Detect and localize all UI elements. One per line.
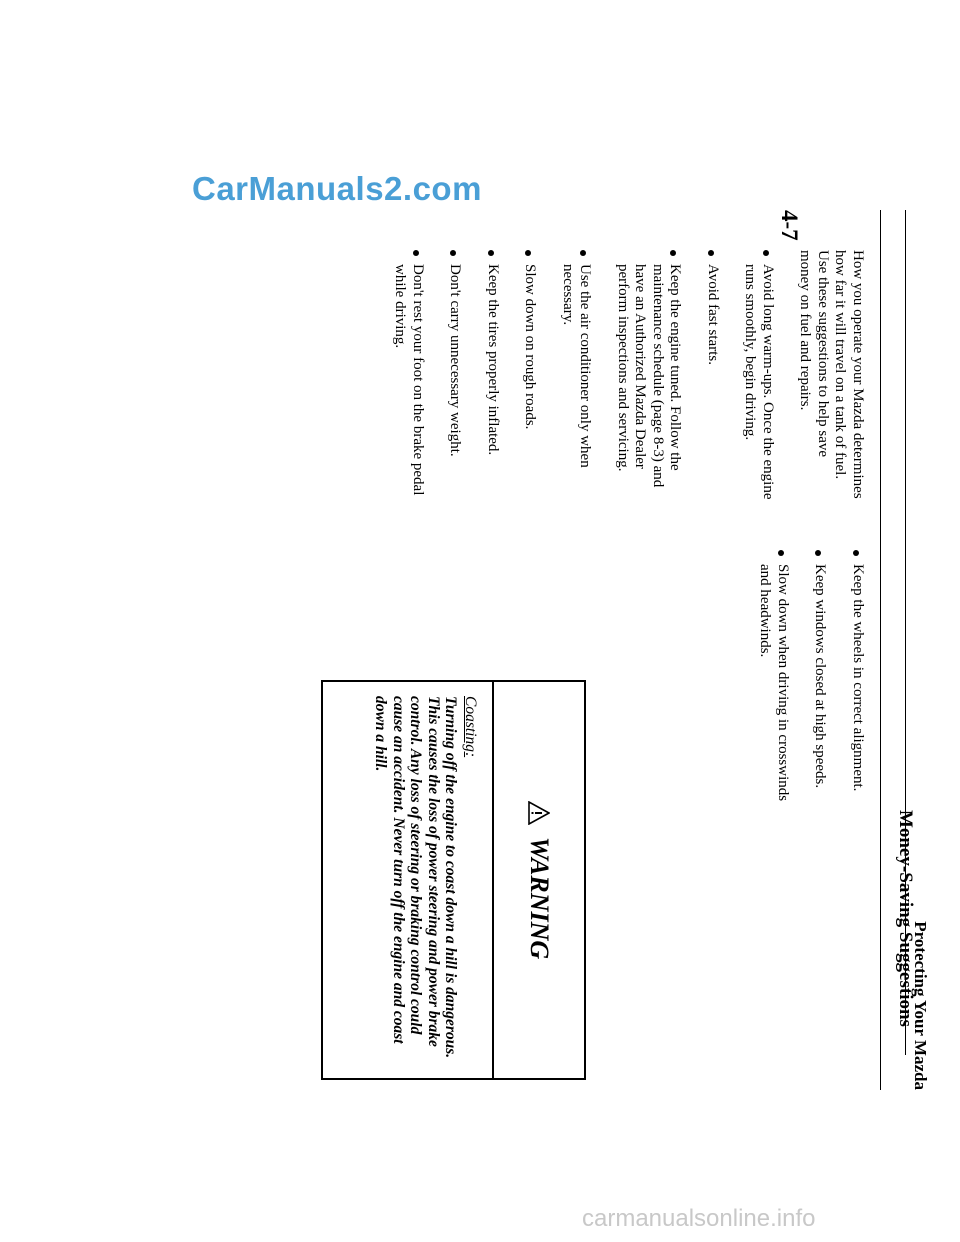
- warning-triangle-icon: [528, 801, 550, 825]
- list-item: Slow down when driving in crosswinds and headwinds.: [756, 550, 791, 810]
- section-title: Money-Saving Suggestions: [895, 810, 916, 1027]
- bullet-icon: [671, 250, 677, 256]
- watermark-bottom: carmanualsonline.info: [582, 1205, 816, 1232]
- running-header: Protecting Your Mazda: [911, 921, 930, 1090]
- bullet-icon: [816, 550, 822, 556]
- list-item: Avoid long warm-ups. Once the engine runs smoothly, begin driving.: [741, 250, 776, 500]
- watermark-top: CarManuals2.com: [192, 170, 482, 207]
- bullet-icon: [778, 550, 784, 556]
- section-divider: [880, 210, 881, 1090]
- bullet-icon: [581, 250, 587, 256]
- list-item: Don't carry unnecessary weight.: [446, 250, 464, 500]
- list-item: Don't rest your foot on the brake pedal while driving.: [391, 250, 426, 500]
- rotated-manual-page: [200, 210, 930, 1090]
- list-item: Keep windows closed at high speeds.: [811, 550, 829, 810]
- list-item: Keep the tires properly inflated.: [484, 250, 502, 500]
- bullet-icon: [488, 250, 494, 256]
- list-item: Use the air conditioner only when necessary.: [559, 250, 594, 500]
- warning-subtitle: Coasting:: [462, 696, 479, 758]
- warning-body: [372, 696, 479, 1064]
- bullet-icon: [708, 250, 714, 256]
- warning-header: [492, 682, 584, 1078]
- warning-title: WARNING: [525, 836, 554, 960]
- warning-box: [321, 680, 586, 1080]
- list-item: Avoid fast starts.: [704, 250, 722, 500]
- list-item: Keep the wheels in correct alignment.: [849, 550, 867, 810]
- bullet-icon: [526, 250, 532, 256]
- middle-column: [736, 550, 866, 810]
- intro-paragraph: How you operate your Mazda determines how far it will travel on a tank of fuel. Use these suggestions to help save money on fuel and repairs.: [797, 250, 866, 499]
- bullet-icon: [763, 250, 769, 256]
- left-column: [371, 250, 866, 500]
- page-number: 4-7: [777, 210, 802, 241]
- list-item: Slow down on rough roads.: [521, 250, 539, 500]
- bullet-icon: [853, 550, 859, 556]
- bullet-icon: [451, 250, 457, 256]
- list-item: Keep the engine tuned. Follow the maintenance schedule (page 8-3) and have an Authorized Mazda Dealer perform inspections and servicing.: [614, 250, 684, 500]
- warning-text: Turning off the engine to coast down a hill is dangerous. This causes the loss of power steering and power brake control. Any loss of steering or braking control could cause an accident. Never turn off the engine and coast down a hill.: [372, 696, 460, 1059]
- bullet-icon: [413, 250, 419, 256]
